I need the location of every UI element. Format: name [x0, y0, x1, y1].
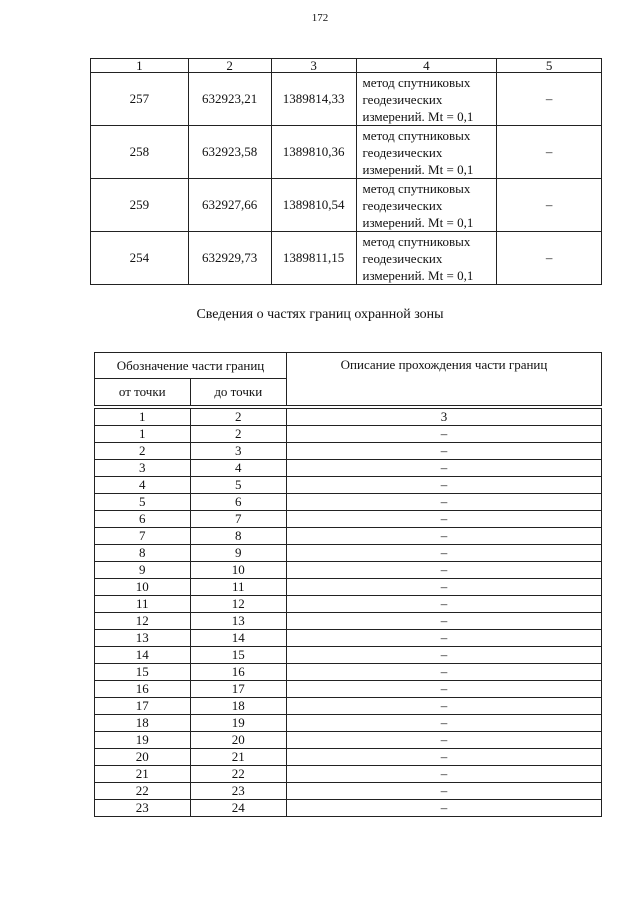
- part-description: –: [286, 613, 601, 630]
- boundary-part-row: [95, 494, 602, 511]
- measurement-method: [356, 126, 497, 179]
- method-line: измерений. Mt = 0,1: [362, 267, 474, 283]
- header-from-point: от точки: [95, 379, 191, 406]
- part-description: –: [286, 460, 601, 477]
- method-line: геодезических: [362, 144, 443, 160]
- from-point: 3: [95, 460, 191, 477]
- to-point: 18: [190, 698, 286, 715]
- to-point: 17: [190, 681, 286, 698]
- numbering-3: 3: [286, 409, 601, 426]
- part-description: –: [286, 647, 601, 664]
- to-point: 20: [190, 732, 286, 749]
- method-line: метод спутниковых: [362, 127, 471, 143]
- to-point: 6: [190, 494, 286, 511]
- part-description: –: [286, 630, 601, 647]
- part-description: –: [286, 545, 601, 562]
- part-description: –: [286, 800, 601, 817]
- from-point: 19: [95, 732, 191, 749]
- parts-body: [95, 426, 602, 817]
- coordinates-table: [90, 58, 602, 285]
- boundary-part-row: [95, 647, 602, 664]
- to-point: 24: [190, 800, 286, 817]
- to-point: 11: [190, 579, 286, 596]
- note: –: [497, 232, 602, 285]
- boundary-part-row: [95, 749, 602, 766]
- from-point: 18: [95, 715, 191, 732]
- coordinate-row: [91, 73, 602, 126]
- col-header-2: 2: [188, 59, 271, 73]
- header-boundary-designation: Обозначение части границ: [95, 353, 287, 379]
- measurement-method: [356, 73, 497, 126]
- boundary-part-row: [95, 511, 602, 528]
- from-point: 22: [95, 783, 191, 800]
- part-description: –: [286, 443, 601, 460]
- from-point: 4: [95, 477, 191, 494]
- method-line: геодезических: [362, 250, 443, 266]
- part-description: –: [286, 715, 601, 732]
- to-point: 23: [190, 783, 286, 800]
- to-point: 2: [190, 426, 286, 443]
- method-line: метод спутниковых: [362, 74, 471, 90]
- part-description: –: [286, 664, 601, 681]
- header-to-point: до точки: [190, 379, 286, 406]
- boundary-part-row: [95, 596, 602, 613]
- part-description: –: [286, 562, 601, 579]
- boundary-part-row: [95, 732, 602, 749]
- boundary-part-row: [95, 545, 602, 562]
- part-description: –: [286, 766, 601, 783]
- part-description: –: [286, 426, 601, 443]
- parts-header-row-1: [95, 353, 602, 379]
- part-description: –: [286, 749, 601, 766]
- point-number: 257: [91, 73, 189, 126]
- from-point: 12: [95, 613, 191, 630]
- to-point: 15: [190, 647, 286, 664]
- from-point: 10: [95, 579, 191, 596]
- numbering-row: [95, 409, 602, 426]
- method-line: измерений. Mt = 0,1: [362, 161, 474, 177]
- part-description: –: [286, 494, 601, 511]
- boundary-part-row: [95, 443, 602, 460]
- boundary-part-row: [95, 579, 602, 596]
- boundary-part-row: [95, 715, 602, 732]
- to-point: 5: [190, 477, 286, 494]
- from-point: 8: [95, 545, 191, 562]
- from-point: 21: [95, 766, 191, 783]
- y-coordinate: 1389814,33: [271, 73, 356, 126]
- coordinate-row: [91, 179, 602, 232]
- boundary-part-row: [95, 426, 602, 443]
- method-line: измерений. Mt = 0,1: [362, 108, 474, 124]
- boundary-part-row: [95, 664, 602, 681]
- to-point: 21: [190, 749, 286, 766]
- method-line: геодезических: [362, 197, 443, 213]
- method-line: метод спутниковых: [362, 180, 471, 196]
- from-point: 2: [95, 443, 191, 460]
- point-number: 254: [91, 232, 189, 285]
- from-point: 13: [95, 630, 191, 647]
- from-point: 5: [95, 494, 191, 511]
- to-point: 3: [190, 443, 286, 460]
- boundary-part-row: [95, 800, 602, 817]
- boundary-parts-table: [94, 352, 602, 817]
- to-point: 7: [190, 511, 286, 528]
- from-point: 20: [95, 749, 191, 766]
- part-description: –: [286, 732, 601, 749]
- coordinates-header-row: [91, 59, 602, 73]
- part-description: –: [286, 511, 601, 528]
- part-description: –: [286, 783, 601, 800]
- to-point: 13: [190, 613, 286, 630]
- coordinate-row: [91, 126, 602, 179]
- note: –: [497, 126, 602, 179]
- section-title: Сведения о частях границ охранной зоны: [196, 307, 444, 322]
- part-description: –: [286, 681, 601, 698]
- y-coordinate: 1389810,36: [271, 126, 356, 179]
- coordinates-body: [91, 73, 602, 285]
- boundary-part-row: [95, 698, 602, 715]
- to-point: 4: [190, 460, 286, 477]
- to-point: 10: [190, 562, 286, 579]
- numbering-1: 1: [95, 409, 191, 426]
- measurement-method: [356, 179, 497, 232]
- y-coordinate: 1389811,15: [271, 232, 356, 285]
- boundary-part-row: [95, 460, 602, 477]
- x-coordinate: 632923,58: [188, 126, 271, 179]
- page-number: 172: [311, 12, 329, 24]
- to-point: 16: [190, 664, 286, 681]
- to-point: 22: [190, 766, 286, 783]
- boundary-part-row: [95, 681, 602, 698]
- from-point: 9: [95, 562, 191, 579]
- to-point: 12: [190, 596, 286, 613]
- part-description: –: [286, 477, 601, 494]
- to-point: 14: [190, 630, 286, 647]
- part-description: –: [286, 596, 601, 613]
- col-header-3: 3: [271, 59, 356, 73]
- part-description: –: [286, 528, 601, 545]
- note: –: [497, 179, 602, 232]
- boundary-part-row: [95, 562, 602, 579]
- y-coordinate: 1389810,54: [271, 179, 356, 232]
- note: –: [497, 73, 602, 126]
- point-number: 259: [91, 179, 189, 232]
- part-description: –: [286, 579, 601, 596]
- boundary-part-row: [95, 528, 602, 545]
- method-line: измерений. Mt = 0,1: [362, 214, 474, 230]
- boundary-part-row: [95, 630, 602, 647]
- from-point: 1: [95, 426, 191, 443]
- measurement-method: [356, 232, 497, 285]
- boundary-part-row: [95, 783, 602, 800]
- from-point: 17: [95, 698, 191, 715]
- from-point: 6: [95, 511, 191, 528]
- from-point: 15: [95, 664, 191, 681]
- from-point: 23: [95, 800, 191, 817]
- method-line: геодезических: [362, 91, 443, 107]
- point-number: 258: [91, 126, 189, 179]
- from-point: 7: [95, 528, 191, 545]
- boundary-part-row: [95, 766, 602, 783]
- x-coordinate: 632927,66: [188, 179, 271, 232]
- numbering-2: 2: [190, 409, 286, 426]
- x-coordinate: 632929,73: [188, 232, 271, 285]
- to-point: 19: [190, 715, 286, 732]
- coordinate-row: [91, 232, 602, 285]
- col-header-4: 4: [356, 59, 497, 73]
- part-description: –: [286, 698, 601, 715]
- method-line: метод спутниковых: [362, 233, 471, 249]
- boundary-part-row: [95, 613, 602, 630]
- to-point: 9: [190, 545, 286, 562]
- from-point: 14: [95, 647, 191, 664]
- to-point: 8: [190, 528, 286, 545]
- header-boundary-description: Описание прохождения части границ: [286, 353, 601, 406]
- col-header-5: 5: [497, 59, 602, 73]
- x-coordinate: 632923,21: [188, 73, 271, 126]
- boundary-part-row: [95, 477, 602, 494]
- from-point: 11: [95, 596, 191, 613]
- col-header-1: 1: [91, 59, 189, 73]
- from-point: 16: [95, 681, 191, 698]
